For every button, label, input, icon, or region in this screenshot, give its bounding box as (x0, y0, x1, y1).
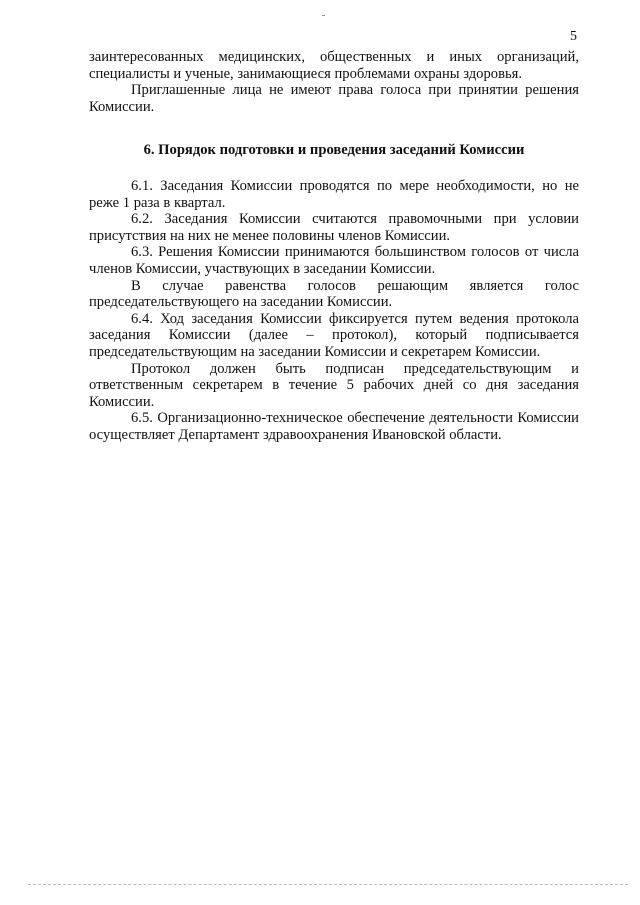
paragraph-6-2: 6.2. Заседания Комиссии считаются правомочными при условии присутствия на них не менее половины членов Комиссии. (89, 211, 579, 244)
page-number: 5 (570, 29, 577, 44)
paragraph-6-5: 6.5. Организационно-техническое обеспечение деятельности Комиссии осуществляет Департамент здравоохранения Ивановской области. (89, 410, 579, 443)
paragraph-6-3: 6.3. Решения Комиссии принимаются большинством голосов от числа членов Комиссии, участвующих в заседании Комиссии. (89, 244, 579, 277)
section-body (89, 178, 579, 444)
scan-mark (322, 15, 325, 16)
paragraph-6-3-tie: В случае равенства голосов решающим является голос председательствующего на заседании Комиссии. (89, 277, 579, 311)
intro-block (89, 49, 579, 115)
section-heading: 6. Порядок подготовки и проведения заседаний Комиссии (143, 142, 525, 158)
paragraph-6-1: 6.1. Заседания Комиссии проводятся по мере необходимости, но не реже 1 раза в квартал. (89, 178, 579, 211)
paragraph-6-4-protocol: Протокол должен быть подписан председательствующим и ответственным секретарем в течение 5 рабочих дней со дня заседания Комиссии. (89, 360, 579, 410)
intro-paragraph-2: Приглашенные лица не имеют права голоса при принятии решения Комиссии. (89, 82, 579, 115)
paragraph-6-4: 6.4. Ход заседания Комиссии фиксируется путем ведения протокола заседания Комиссии (далее – протокол), который подписывается председательствующим на заседании Комиссии и секретарем Комиссии. (89, 310, 579, 360)
intro-paragraph-1: заинтересованных медицинских, общественных и иных организаций, специалисты и ученые, занимающиеся проблемами охраны здоровья. (89, 49, 579, 82)
scan-bottom-edge (28, 884, 628, 885)
